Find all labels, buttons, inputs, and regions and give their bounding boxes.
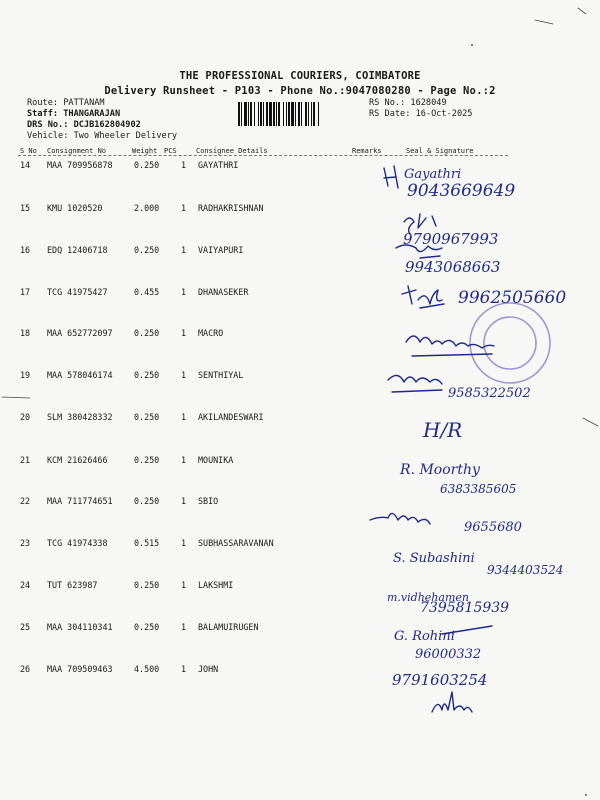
col-weight-header: Weight <box>132 147 158 155</box>
barcode-bar <box>258 102 259 126</box>
barcode-bar <box>308 102 309 126</box>
table-row <box>0 580 600 592</box>
handwritten-name-24: m.vidhehamen <box>387 591 469 604</box>
row-consignee: AKILANDESWARI <box>198 412 264 422</box>
row-pcs: 1 <box>181 203 187 213</box>
row-consignment: EDQ 12406718 <box>47 245 108 255</box>
table-row <box>0 245 600 257</box>
row-weight: 0.455 <box>134 287 160 297</box>
row-consignee: SBIO <box>198 496 219 506</box>
barcode-bar <box>266 102 268 126</box>
table-row <box>0 328 600 340</box>
row-consignee: RADHAKRISHNAN <box>198 203 264 213</box>
rs-date: RS Date: 16-Oct-2025 <box>369 109 473 119</box>
row-consignee: MOUNIKA <box>198 455 234 465</box>
row-weight: 0.250 <box>134 160 160 170</box>
runsheet-title: THE PROFESSIONAL COURIERS, COIMBATORE <box>179 70 421 82</box>
row-consignee: JOHN <box>198 664 219 674</box>
row-consignment: TCG 41974338 <box>47 538 108 548</box>
row-sno: 16 <box>20 245 31 255</box>
row-consignment: KMU 1020520 <box>47 203 103 213</box>
row-weight: 0.250 <box>134 580 160 590</box>
row-weight: 2.000 <box>134 203 160 213</box>
table-row <box>0 496 600 508</box>
handwritten-phone-21: 6383385605 <box>440 482 517 496</box>
barcode-bar <box>283 102 284 126</box>
row-consignment: MAA 711774651 <box>47 496 113 506</box>
handwritten-phone-16: 9943068663 <box>405 258 501 276</box>
signature-row-22 <box>370 513 430 524</box>
col-consignment-header: Consignment No <box>47 147 107 155</box>
table-row <box>0 622 600 634</box>
handwritten-phone-25: 96000332 <box>415 647 482 662</box>
handwritten-phone-23: 9344403524 <box>487 563 564 577</box>
table-row <box>0 664 600 676</box>
row-sno: 23 <box>20 538 31 548</box>
row-pcs: 1 <box>181 496 187 506</box>
scan-mark <box>535 20 553 24</box>
row-weight: 0.250 <box>134 622 160 632</box>
barcode-bar <box>263 102 264 126</box>
row-weight: 0.250 <box>134 245 160 255</box>
scan-mark <box>2 397 30 398</box>
row-sno: 19 <box>20 370 31 380</box>
row-consignee: LAKSHMI <box>198 580 234 590</box>
row-pcs: 1 <box>181 664 187 674</box>
row-sno: 26 <box>20 664 31 674</box>
barcode-bar <box>295 102 296 126</box>
barcode-bar <box>301 102 302 126</box>
handwritten-phone-17: 9962505660 <box>458 288 567 308</box>
table-row <box>0 412 600 424</box>
row-consignment: TUT 623987 <box>47 580 98 590</box>
row-sno: 25 <box>20 622 31 632</box>
runsheet-meta-left <box>27 98 177 142</box>
table-row <box>0 455 600 467</box>
row-weight: 0.250 <box>134 496 160 506</box>
handwritten-mark-20: H/R <box>423 418 463 442</box>
row-consignment: SLM 380428332 <box>47 412 113 422</box>
drs-label: DRS No.: DCJB162804902 <box>27 120 141 130</box>
stamp-inner-ring <box>484 317 536 369</box>
runsheet-meta-right <box>369 98 472 120</box>
runsheet-subtitle: Delivery Runsheet - P103 - Phone No.:9047080280 - Page No.:2 <box>104 85 496 97</box>
row-consignee: DHANASEKER <box>198 287 249 297</box>
row-consignee: SENTHIYAL <box>198 370 244 380</box>
barcode-bar <box>291 102 294 126</box>
row-pcs: 1 <box>181 328 187 338</box>
row-consignee: SUBHASSARAVANAN <box>198 538 274 548</box>
row-sno: 18 <box>20 328 31 338</box>
handwritten-phone-19: 9585322502 <box>448 386 531 401</box>
barcode-bar <box>286 102 287 126</box>
row-pcs: 1 <box>181 455 187 465</box>
handwritten-phone-24: 7395815939 <box>420 600 510 616</box>
row-pcs: 1 <box>181 160 187 170</box>
row-sno: 14 <box>20 160 31 170</box>
barcode-bar <box>298 102 300 126</box>
row-consignment: TCG 41975427 <box>47 287 108 297</box>
table-row <box>0 287 600 299</box>
barcode-bar <box>269 102 272 126</box>
row-consignment: MAA 652772097 <box>47 328 113 338</box>
row-weight: 0.250 <box>134 412 160 422</box>
row-weight: 0.250 <box>134 328 160 338</box>
barcode-bar <box>313 102 315 126</box>
scan-mark <box>578 8 586 14</box>
col-seal-header: Seal & Signature <box>406 147 474 155</box>
row-consignment: MAA 709956878 <box>47 160 113 170</box>
handwritten-phone-15: 9790967993 <box>403 230 499 248</box>
barcode-bar <box>311 102 312 126</box>
row-pcs: 1 <box>181 370 187 380</box>
col-sno-header: S No <box>20 147 37 155</box>
barcode-bar <box>276 102 277 126</box>
signature-row-14-text: Gayathri <box>404 167 462 182</box>
scan-mark <box>471 44 473 46</box>
row-sno: 24 <box>20 580 31 590</box>
row-consignment: MAA 304110341 <box>47 622 113 632</box>
barcode-bar <box>260 102 262 126</box>
row-pcs: 1 <box>181 412 187 422</box>
row-sno: 15 <box>20 203 31 213</box>
signature-row-26 <box>432 692 472 712</box>
table-row <box>0 160 600 172</box>
route-label: Route: PATTANAM <box>27 98 105 108</box>
barcode-bar <box>248 102 249 126</box>
barcode-bar <box>305 102 307 126</box>
staff-label: Staff: THANGARAJAN <box>27 109 121 119</box>
barcode-bar <box>238 102 240 126</box>
handwritten-phone-26: 9791603254 <box>392 671 488 689</box>
row-pcs: 1 <box>181 622 187 632</box>
signature-row-15 <box>404 214 436 234</box>
barcode-bar <box>250 102 252 126</box>
row-weight: 0.250 <box>134 370 160 380</box>
row-sno: 21 <box>20 455 31 465</box>
barcode-bar <box>318 102 319 126</box>
handwritten-name-21: R. Moorthy <box>400 462 480 478</box>
barcode-bar <box>273 102 275 126</box>
row-sno: 17 <box>20 287 31 297</box>
barcode-bar <box>288 102 290 126</box>
handwritten-signature-23: S. Subashini <box>393 551 475 566</box>
row-weight: 0.250 <box>134 455 160 465</box>
rs-number: RS No.: 1628049 <box>369 98 447 108</box>
row-sno: 22 <box>20 496 31 506</box>
barcode-bar <box>244 102 247 126</box>
row-pcs: 1 <box>181 287 187 297</box>
row-consignee: BALAMUIRUGEN <box>198 622 259 632</box>
vehicle-label: Vehicle: Two Wheeler Delivery <box>27 131 178 141</box>
row-consignment: MAA 578046174 <box>47 370 113 380</box>
handwritten-name-25: G. Rohini <box>394 629 455 644</box>
table-row <box>0 203 600 215</box>
barcode-icon <box>238 102 366 126</box>
row-consignee: GAYATHRI <box>198 160 239 170</box>
row-pcs: 1 <box>181 538 187 548</box>
handwritten-phone-22: 9655680 <box>464 520 522 535</box>
row-pcs: 1 <box>181 245 187 255</box>
row-weight: 0.515 <box>134 538 160 548</box>
row-consignee: VAIYAPURI <box>198 245 244 255</box>
barcode-bar <box>241 102 242 126</box>
barcode-bar <box>254 102 255 126</box>
row-consignment: KCM 21626466 <box>47 455 108 465</box>
row-consignee: MACRO <box>198 328 224 338</box>
row-weight: 4.500 <box>134 664 160 674</box>
row-pcs: 1 <box>181 580 187 590</box>
col-consignee-header: Consignee Details <box>196 147 268 155</box>
row-consignment: MAA 709509463 <box>47 664 113 674</box>
col-pcs-header: PCS <box>164 147 177 155</box>
table-row <box>0 370 600 382</box>
row-sno: 20 <box>20 412 31 422</box>
handwritten-phone-14: 9043669649 <box>407 181 516 201</box>
header-divider <box>18 155 508 156</box>
scan-mark <box>585 794 587 796</box>
col-remarks-header: Remarks <box>352 147 382 155</box>
table-row <box>0 538 600 550</box>
barcode-bar <box>278 102 280 126</box>
